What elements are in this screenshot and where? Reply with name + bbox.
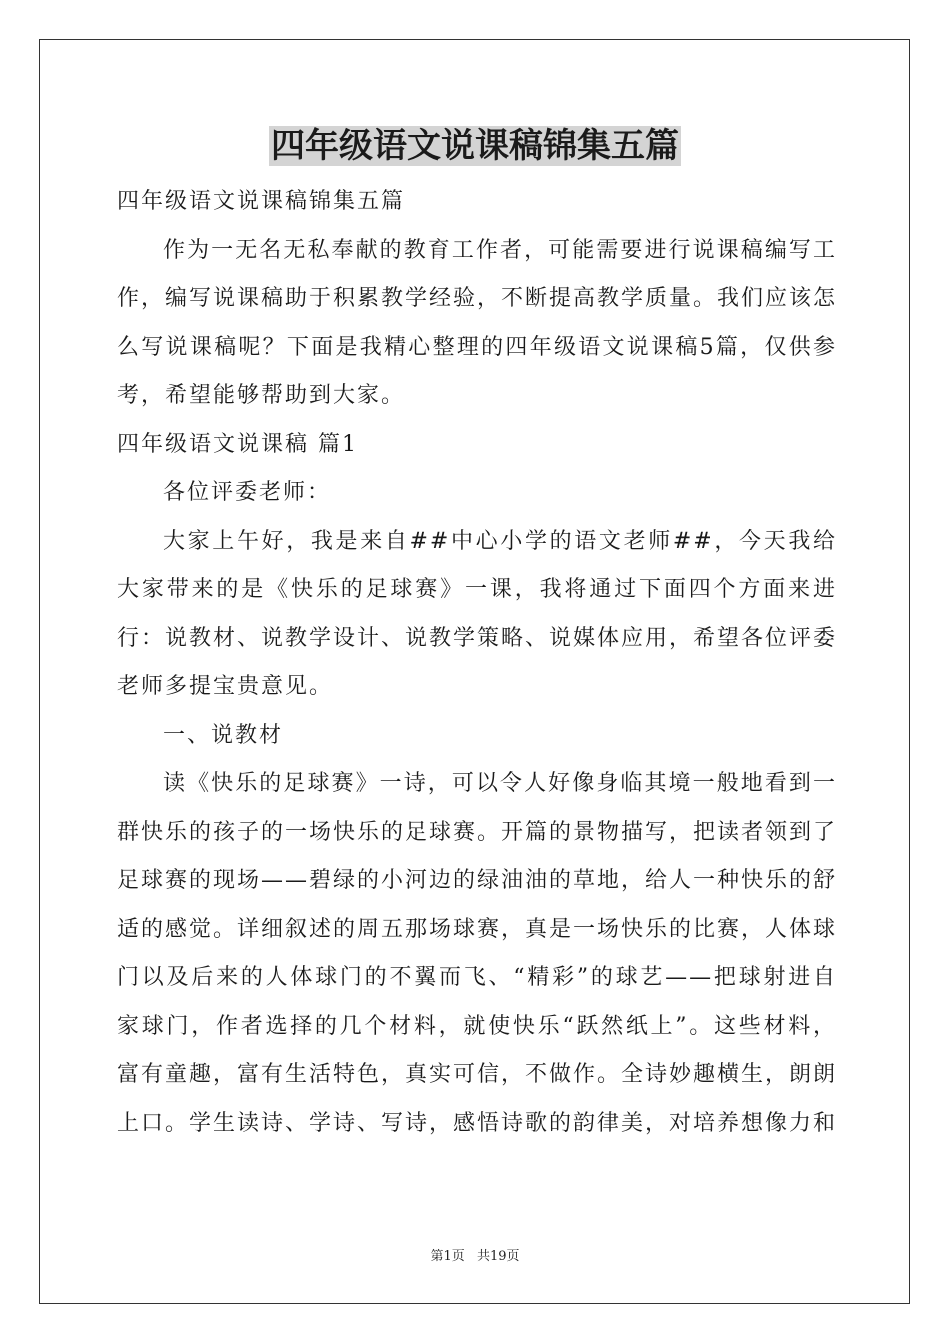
paragraph-opening: 大家上午好，我是来自##中心小学的语文老师##，今天我给大家带来的是《快乐的足球赛》一课，我将通过下面四个方面来进行：说教材、说教学设计、说教学策略、说媒体应用，希望各位评委老师多提宝贵意见。 bbox=[117, 528, 838, 699]
section-heading: 四年级语文说课稿 篇1 bbox=[117, 431, 358, 457]
paragraph-body: 读《快乐的足球赛》一诗，可以令人好像身临其境一般地看到一群快乐的孩子的一场快乐的足球赛。开篇的景物描写，把读者领到了足球赛的现场——碧绿的小河边的绿油油的草地，给人一种快乐的舒适的感觉。详细叙述的周五那场球赛，真是一场快乐的比赛，人体球门以及后来的人体球门的不翼而飞、“精彩”的球艺——把球射进自家球门，作者选择的几个材料，就使快乐“跃然纸上”。这些材料，富有童趣，富有生活特色，真实可信，不做作。全诗妙趣横生，朗朗上口。学生读诗、学诗、写诗，感悟诗歌的韵律美，对培养想像力和 bbox=[117, 771, 838, 1136]
document-body bbox=[117, 178, 837, 1148]
subsection-heading: 一、说教材 bbox=[163, 722, 284, 748]
paragraph-subtitle: 四年级语文说课稿锦集五篇 bbox=[117, 189, 406, 214]
page-total: 共19页 bbox=[476, 1249, 520, 1264]
page-number: 第1页 bbox=[430, 1249, 465, 1264]
title-text: 四年级语文说课稿锦集五篇 bbox=[271, 126, 679, 166]
paragraph-intro: 作为一无名无私奉献的教育工作者，可能需要进行说课稿编写工作，编写说课稿助于积累教学经验，不断提高教学质量。我们应该怎么写说课稿呢？下面是我精心整理的四年级语文说课稿5篇，仅供参考，希望能够帮助到大家。 bbox=[117, 237, 838, 408]
document-title bbox=[0, 124, 950, 168]
paragraph-greeting: 各位评委老师： bbox=[163, 480, 332, 505]
page-footer bbox=[0, 1245, 950, 1264]
